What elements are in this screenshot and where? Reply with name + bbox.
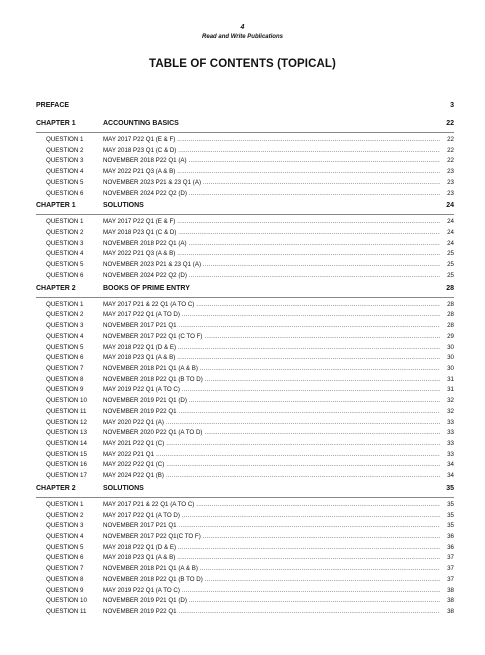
section-page: 22 xyxy=(446,120,454,127)
entry-reference: NOVEMBER 2024 P22 Q2 (D) ..... xyxy=(103,189,442,200)
entry-question: QUESTION 9 xyxy=(46,386,84,394)
entry-page: 30 xyxy=(440,364,454,375)
entry-reference: MAY 2022 P21 Q3 (A & B) ..... xyxy=(103,249,442,260)
entry-question: QUESTION 5 xyxy=(46,261,84,269)
entry-question: QUESTION 11 xyxy=(46,407,87,415)
entry-question: QUESTION 5 xyxy=(46,543,84,551)
preface-page: 3 xyxy=(450,102,454,109)
entry-page: 25 xyxy=(440,249,454,260)
entry-question: QUESTION 6 xyxy=(46,271,84,279)
toc-entry[interactable] xyxy=(36,607,454,618)
toc-entry[interactable] xyxy=(36,260,454,271)
entry-page: 31 xyxy=(440,385,454,396)
section-chapter: CHAPTER 2 xyxy=(36,484,76,492)
toc-entry[interactable] xyxy=(36,364,454,375)
table-of-contents xyxy=(36,99,454,618)
entry-page: 33 xyxy=(440,439,454,450)
entry-reference: MAY 2018 P23 Q1 (A & B) ..... xyxy=(103,553,442,564)
entry-reference: NOVEMBER 2018 P22 Q1 (A) ..... xyxy=(103,239,442,250)
entry-reference: NOVEMBER 2018 P22 Q1 (A) ..... xyxy=(103,156,442,167)
entry-question: QUESTION 6 xyxy=(46,554,84,562)
entry-reference: MAY 2022 P22 Q1 (C) ..... xyxy=(103,460,442,471)
entry-page: 37 xyxy=(440,553,454,564)
entry-page: 33 xyxy=(440,428,454,439)
entry-reference: NOVEMBER 2019 P21 Q1 (D) ..... xyxy=(103,396,442,407)
entry-page: 23 xyxy=(440,189,454,200)
toc-entry[interactable] xyxy=(36,217,454,228)
entry-question: QUESTION 15 xyxy=(46,450,87,458)
entry-question: QUESTION 4 xyxy=(46,250,84,258)
page-title: TABLE OF CONTENTS (TOPICAL) xyxy=(149,58,336,70)
toc-entry[interactable] xyxy=(36,385,454,396)
toc-entry[interactable] xyxy=(36,586,454,597)
toc-entry[interactable] xyxy=(36,450,454,461)
preface-label: PREFACE xyxy=(36,102,70,109)
entry-reference: NOVEMBER 2017 P21 Q1 ..... xyxy=(103,521,442,532)
toc-entry[interactable] xyxy=(36,239,454,250)
toc-entry[interactable] xyxy=(36,375,454,386)
entry-reference: MAY 2017 P22 Q1 (A TO D) ..... xyxy=(103,511,442,522)
toc-entry[interactable] xyxy=(36,178,454,189)
toc-section-heading[interactable] xyxy=(36,199,454,215)
entry-question: QUESTION 17 xyxy=(46,472,87,480)
entry-reference: MAY 2017 P22 Q1 (A TO D) ..... xyxy=(103,310,442,321)
entry-page: 30 xyxy=(440,343,454,354)
entry-reference: NOVEMBER 2023 P21 & 23 Q1 (A) ..... xyxy=(103,260,442,271)
entry-question: QUESTION 2 xyxy=(46,311,84,319)
entry-page: 34 xyxy=(440,460,454,471)
toc-entry[interactable] xyxy=(36,460,454,471)
toc-entry[interactable] xyxy=(36,146,454,157)
entry-page: 24 xyxy=(440,228,454,239)
entry-reference: MAY 2019 P22 Q1 (A TO C) ..... xyxy=(103,385,442,396)
entry-page: 24 xyxy=(440,239,454,250)
entry-reference: NOVEMBER 2019 P22 Q1 ..... xyxy=(103,607,442,618)
entry-reference: NOVEMBER 2017 P22 Q1 (C TO F) ..... xyxy=(103,332,442,343)
toc-section-heading[interactable] xyxy=(36,117,454,133)
toc-entry[interactable] xyxy=(36,396,454,407)
toc-entry[interactable] xyxy=(36,407,454,418)
entry-reference: NOVEMBER 2023 P21 & 23 Q1 (A) ..... xyxy=(103,178,442,189)
toc-entry[interactable] xyxy=(36,249,454,260)
entry-question: QUESTION 7 xyxy=(46,565,84,573)
toc-entry[interactable] xyxy=(36,428,454,439)
entry-page: 33 xyxy=(440,450,454,461)
section-page: 35 xyxy=(446,484,454,492)
entry-page: 22 xyxy=(440,156,454,167)
toc-entry[interactable] xyxy=(36,228,454,239)
entry-reference: MAY 2022 P21 Q1 ..... xyxy=(103,450,442,461)
entry-reference: MAY 2018 P22 Q1 (D & E) ..... xyxy=(103,343,442,354)
entry-page: 28 xyxy=(440,310,454,321)
entry-reference: NOVEMBER 2018 P21 Q1 (A & B) ..... xyxy=(103,564,442,575)
entry-page: 23 xyxy=(440,178,454,189)
entry-page: 37 xyxy=(440,564,454,575)
entry-reference: MAY 2017 P22 Q1 (E & F) ..... xyxy=(103,217,442,228)
toc-entry[interactable] xyxy=(36,500,454,511)
entry-page: 30 xyxy=(440,353,454,364)
section-title: ACCOUNTING BASICS xyxy=(103,120,179,127)
entry-page: 25 xyxy=(440,271,454,282)
entry-reference: MAY 2022 P21 Q3 (A & B) ..... xyxy=(103,167,442,178)
entry-question: QUESTION 4 xyxy=(46,533,84,540)
toc-entry[interactable] xyxy=(36,310,454,321)
entry-reference: MAY 2019 P22 Q1 (A TO C) ..... xyxy=(103,586,442,597)
toc-entry[interactable] xyxy=(36,553,454,564)
entry-page: 32 xyxy=(440,396,454,407)
entry-question: QUESTION 5 xyxy=(46,343,84,351)
entry-page: 36 xyxy=(440,543,454,554)
section-title: BOOKS OF PRIME ENTRY xyxy=(103,284,190,292)
entry-reference: NOVEMBER 2019 P21 Q1 (D) ..... xyxy=(103,596,442,607)
entry-page: 33 xyxy=(440,418,454,429)
toc-entry[interactable] xyxy=(36,532,454,543)
toc-entry[interactable] xyxy=(36,156,454,167)
entry-question: QUESTION 13 xyxy=(46,429,87,437)
entry-question: QUESTION 1 xyxy=(46,218,84,226)
entry-question: QUESTION 10 xyxy=(46,597,87,605)
entry-page: 22 xyxy=(440,146,454,157)
entry-reference: NOVEMBER 2017 P22 Q1(C TO F) ..... xyxy=(103,532,442,543)
entry-page: 25 xyxy=(440,260,454,271)
entry-question: QUESTION 8 xyxy=(46,375,84,383)
entry-question: QUESTION 1 xyxy=(46,136,84,143)
page-number: 4 xyxy=(240,24,245,31)
toc-entry[interactable] xyxy=(36,300,454,311)
section-page: 24 xyxy=(446,202,454,210)
entry-question: QUESTION 4 xyxy=(46,168,84,176)
toc-entry[interactable] xyxy=(36,343,454,354)
entry-question: QUESTION 16 xyxy=(46,461,87,469)
entry-page: 35 xyxy=(440,511,454,522)
entry-page: 24 xyxy=(440,217,454,228)
entry-question: QUESTION 8 xyxy=(46,575,84,583)
entry-page: 35 xyxy=(440,521,454,532)
entry-reference: MAY 2024 P22 Q1 (B) ..... xyxy=(103,471,442,482)
section-title: SOLUTIONS xyxy=(103,202,144,210)
entry-reference: NOVEMBER 2019 P22 Q1 ..... xyxy=(103,407,442,418)
toc-section-heading[interactable] xyxy=(36,282,454,298)
section-page: 28 xyxy=(446,284,454,292)
entry-question: QUESTION 3 xyxy=(46,157,84,165)
entry-page: 35 xyxy=(440,500,454,511)
entry-question: QUESTION 14 xyxy=(46,439,87,447)
entry-page: 38 xyxy=(440,596,454,607)
toc-entry[interactable] xyxy=(36,511,454,522)
entry-page: 22 xyxy=(440,135,454,146)
toc-entry[interactable] xyxy=(36,189,454,200)
section-chapter: CHAPTER 1 xyxy=(36,120,76,127)
toc-entry[interactable] xyxy=(36,418,454,429)
entry-page: 37 xyxy=(440,575,454,586)
entry-question: QUESTION 6 xyxy=(46,354,84,362)
publisher-name: Read and Write Publications xyxy=(202,34,283,40)
entry-reference: NOVEMBER 2017 P21 Q1 ..... xyxy=(103,321,442,332)
entry-reference: MAY 2021 P22 Q1 (C) ..... xyxy=(103,439,442,450)
entry-reference: MAY 2017 P22 Q1 (E & F) ..... xyxy=(103,135,442,146)
entry-question: QUESTION 4 xyxy=(46,332,84,340)
entry-question: QUESTION 1 xyxy=(46,300,84,308)
entry-reference: MAY 2018 P23 Q1 (C & D) ..... xyxy=(103,146,442,157)
toc-entry[interactable] xyxy=(36,575,454,586)
entry-reference: NOVEMBER 2018 P22 Q1 (B TO D) ..... xyxy=(103,375,442,386)
entry-page: 36 xyxy=(440,532,454,543)
entry-page: 23 xyxy=(440,167,454,178)
entry-reference: MAY 2017 P21 & 22 Q1 (A TO C) ..... xyxy=(103,300,442,311)
entry-question: QUESTION 10 xyxy=(46,397,87,405)
entry-reference: MAY 2018 P22 Q1 (D & E) ..... xyxy=(103,543,442,554)
entry-page: 28 xyxy=(440,300,454,311)
entry-reference: NOVEMBER 2018 P21 Q1 (A & B) ..... xyxy=(103,364,442,375)
entry-page: 34 xyxy=(440,471,454,482)
entry-reference: NOVEMBER 2018 P22 Q1 (B TO D) ..... xyxy=(103,575,442,586)
entry-question: QUESTION 9 xyxy=(46,586,84,594)
toc-entry[interactable] xyxy=(36,332,454,343)
toc-entry[interactable] xyxy=(36,321,454,332)
entry-reference: MAY 2020 P22 Q1 (A) ..... xyxy=(103,418,442,429)
toc-entry[interactable] xyxy=(36,521,454,532)
entry-question: QUESTION 12 xyxy=(46,418,87,426)
entry-question: QUESTION 2 xyxy=(46,511,84,519)
entry-reference: MAY 2018 P23 Q1 (A & B) ..... xyxy=(103,353,442,364)
section-chapter: CHAPTER 2 xyxy=(36,284,76,292)
toc-entry[interactable] xyxy=(36,596,454,607)
toc-entry[interactable] xyxy=(36,167,454,178)
entry-question: QUESTION 5 xyxy=(46,178,84,186)
entry-question: QUESTION 2 xyxy=(46,229,84,237)
toc-entry[interactable] xyxy=(36,271,454,282)
toc-entry[interactable] xyxy=(36,564,454,575)
entry-page: 38 xyxy=(440,586,454,597)
entry-page: 32 xyxy=(440,407,454,418)
entry-page: 29 xyxy=(440,332,454,343)
section-chapter: CHAPTER 1 xyxy=(36,202,76,210)
toc-section-heading[interactable] xyxy=(36,482,454,498)
entry-reference: MAY 2017 P21 & 22 Q1 (A TO C) ..... xyxy=(103,500,442,511)
toc-preface-entry[interactable] xyxy=(36,99,454,117)
toc-entry[interactable] xyxy=(36,471,454,482)
entry-page: 31 xyxy=(440,375,454,386)
entry-question: QUESTION 6 xyxy=(46,189,84,197)
entry-question: QUESTION 3 xyxy=(46,239,84,247)
toc-entry[interactable] xyxy=(36,135,454,146)
entry-question: QUESTION 3 xyxy=(46,522,84,530)
entry-question: QUESTION 2 xyxy=(46,146,84,154)
toc-entry[interactable] xyxy=(36,543,454,554)
entry-page: 38 xyxy=(440,607,454,618)
entry-question: QUESTION 11 xyxy=(46,608,87,616)
entry-question: QUESTION 1 xyxy=(46,500,84,508)
entry-reference: NOVEMBER 2020 P22 Q1 (A TO D) ..... xyxy=(103,428,442,439)
entry-reference: MAY 2018 P23 Q1 (C & D) ..... xyxy=(103,228,442,239)
section-title: SOLUTIONS xyxy=(103,484,144,492)
entry-question: QUESTION 3 xyxy=(46,322,84,330)
toc-entry[interactable] xyxy=(36,353,454,364)
toc-entry[interactable] xyxy=(36,439,454,450)
entry-reference: NOVEMBER 2024 P22 Q2 (D) ..... xyxy=(103,271,442,282)
entry-question: QUESTION 7 xyxy=(46,364,84,372)
entry-page: 28 xyxy=(440,321,454,332)
